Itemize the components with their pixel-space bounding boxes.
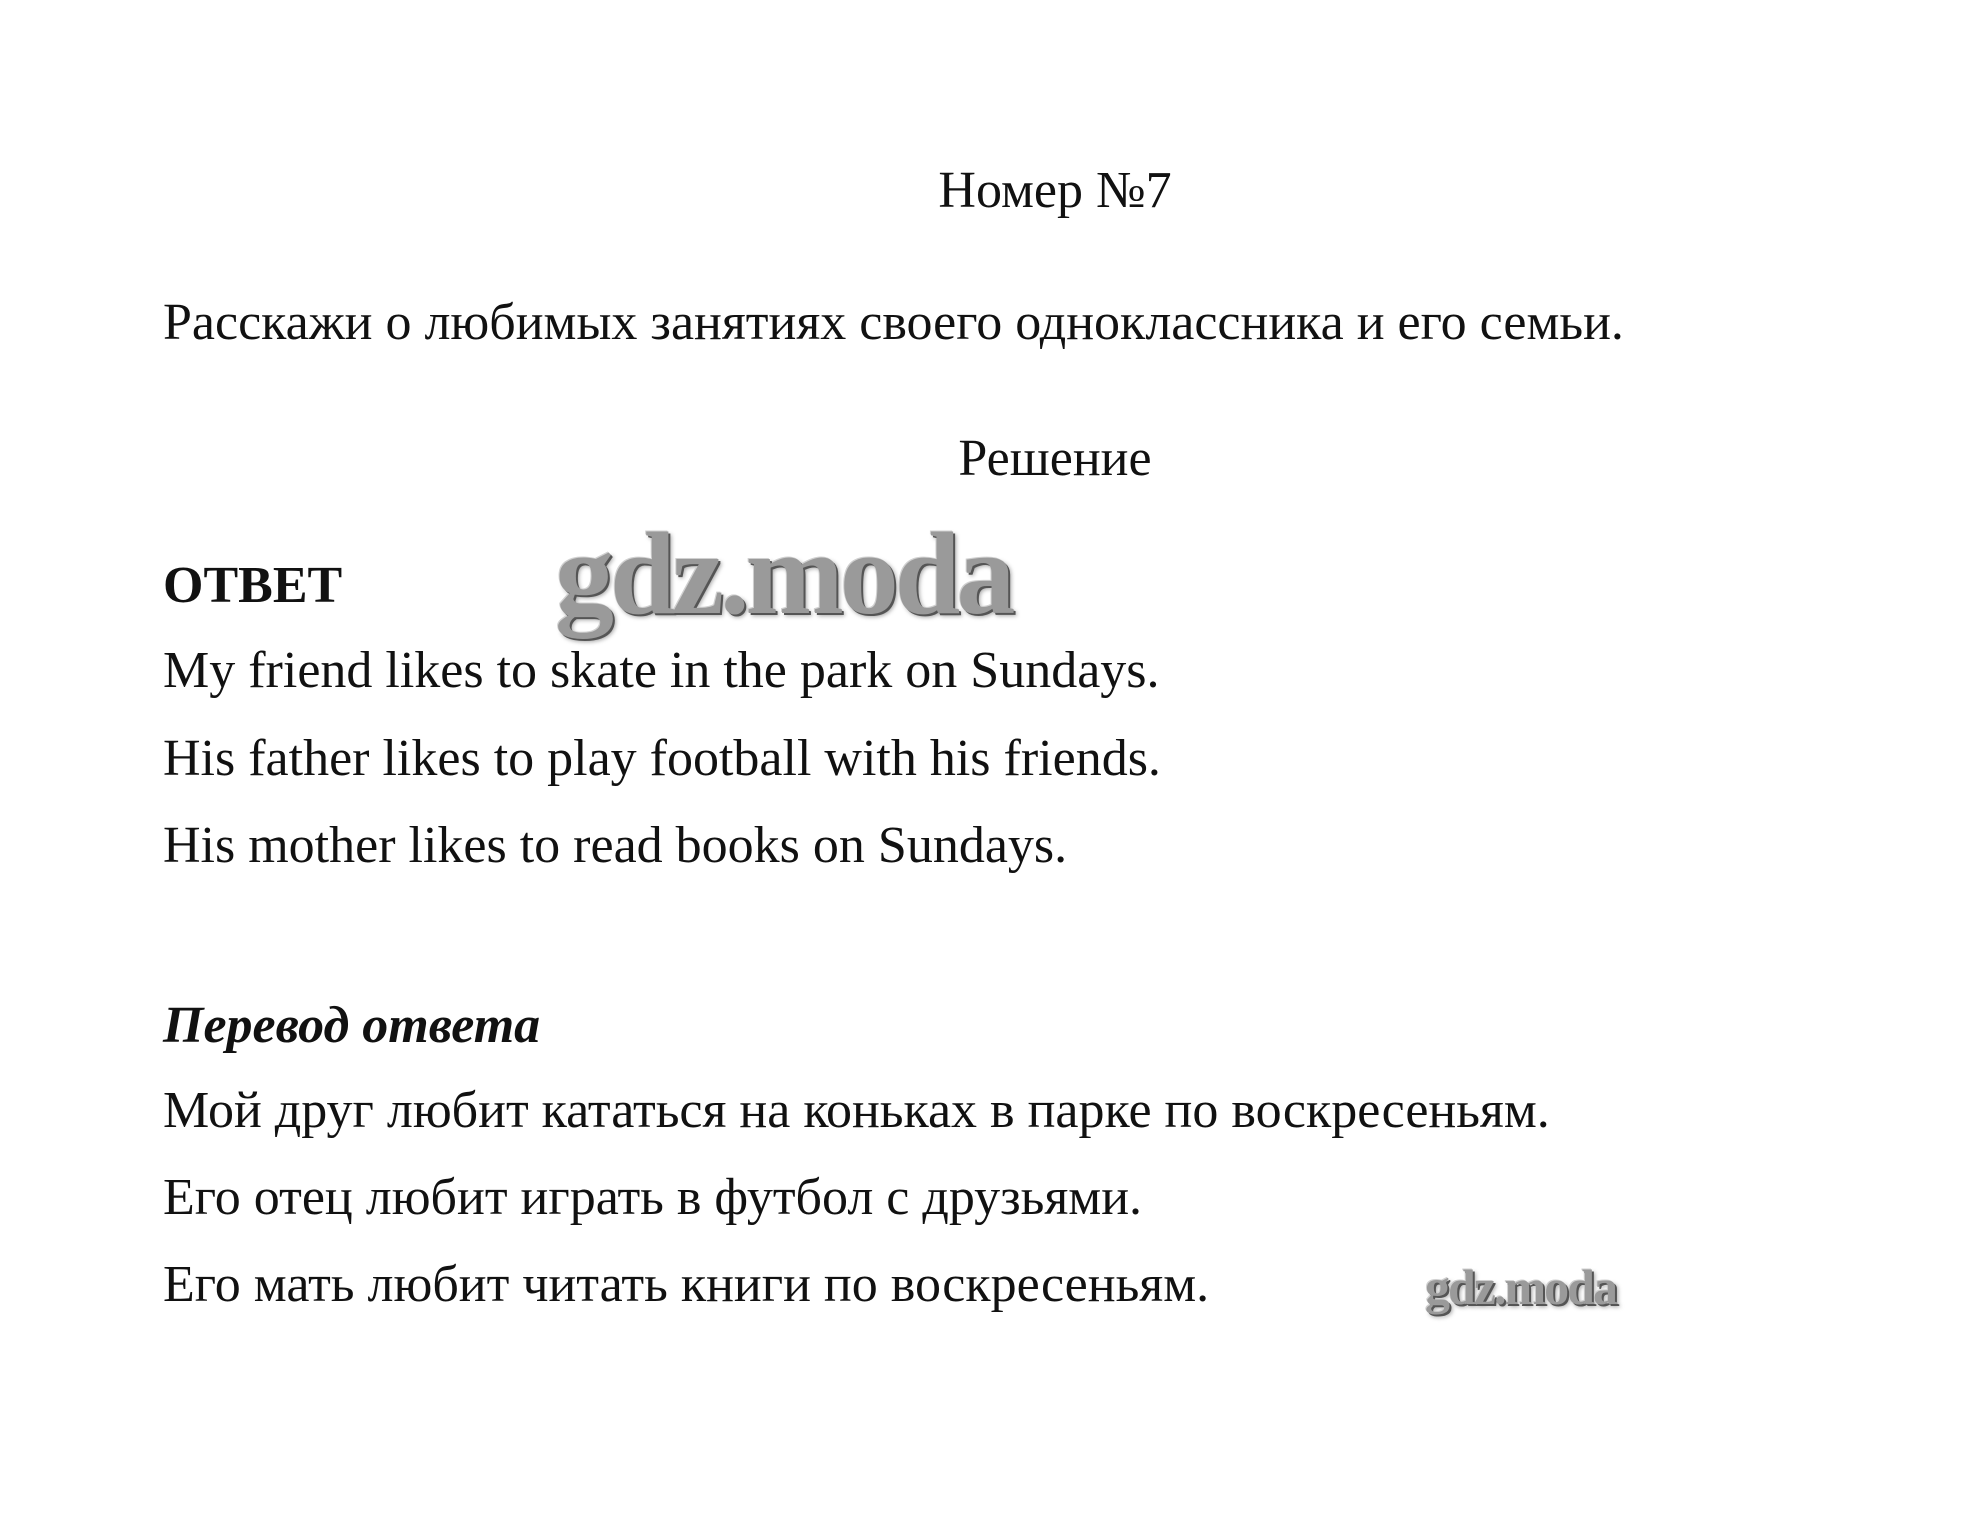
answer-line: My friend likes to skate in the park on Sundays. [163,642,1160,699]
answer-line: His mother likes to read books on Sundays. [163,817,1068,874]
answer-line: His father likes to play football with his friends. [163,730,1161,787]
translation-line: Мой друг любит кататься на коньках в парке по воскресеньям. [163,1082,1550,1139]
translation-label: Перевод ответа [163,997,541,1054]
exercise-heading: Номер №7 [938,162,1172,219]
solution-heading: Решение [958,430,1152,487]
translation-line: Его мать любит читать книги по воскресеньям. [163,1256,1210,1313]
task-text: Расскажи о любимых занятиях своего одноклассника и его семьи. [163,294,1624,351]
watermark-logo-small: gdz.moda [1425,1259,1616,1315]
watermark-logo-large: gdz.moda [555,508,1012,639]
answer-label: ОТВЕТ [163,557,343,614]
translation-line: Его отец любит играть в футбол с друзьями. [163,1169,1143,1226]
